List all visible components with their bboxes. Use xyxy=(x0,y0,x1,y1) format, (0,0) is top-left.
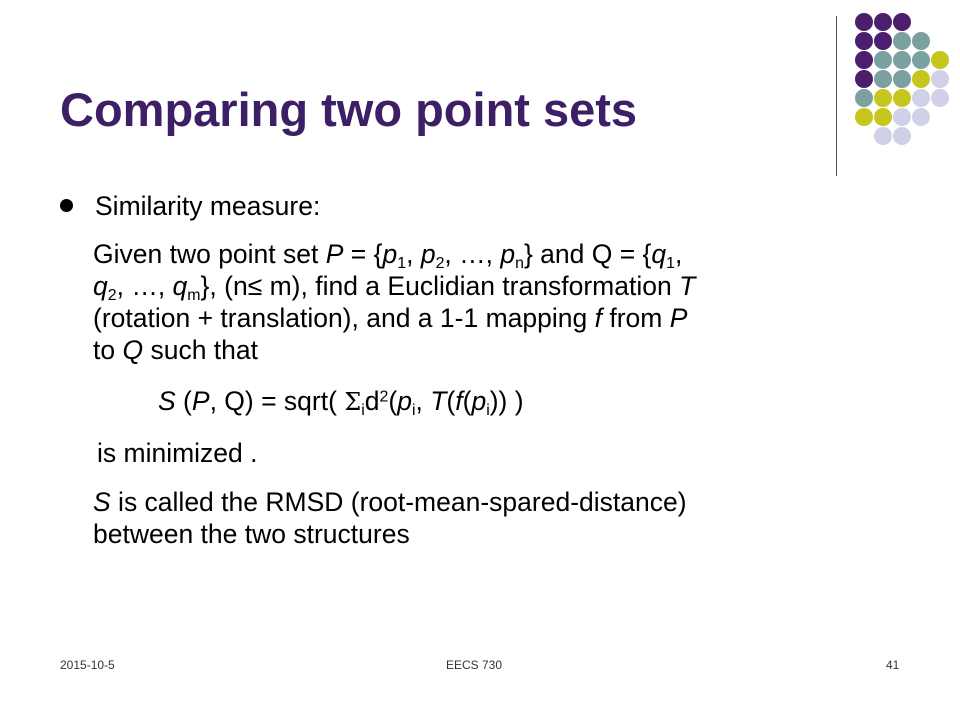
definition-line-3: (rotation + translation), and a 1-1 mapping f from P xyxy=(93,303,688,333)
decor-dot xyxy=(874,108,892,126)
bullet-dot-icon xyxy=(60,199,73,212)
bullet-heading: Similarity measure: xyxy=(95,191,321,221)
definition-line-2: $q_2$, …, $q_m$}, (n≤ m), find a Euclidian transformation T xyxy=(93,271,696,305)
decor-dot xyxy=(931,70,949,88)
decor-dot xyxy=(855,32,873,50)
definition-line-1: Given two point set $P = \{p_1$, $p_2$, …, $p_n$} and $Q = \{q_1$, xyxy=(93,239,683,273)
decor-dot xyxy=(912,108,930,126)
decor-dot xyxy=(893,70,911,88)
sigma-symbol: Σ xyxy=(344,388,362,416)
decor-dot xyxy=(855,70,873,88)
decor-dot xyxy=(912,89,930,107)
rmsd-formula: S (P, Q) = sqrt( $\Sigma_id^2(p_i$, $T(f(p_i))$ ) xyxy=(158,386,524,420)
decor-dot xyxy=(931,89,949,107)
decor-dot xyxy=(874,32,892,50)
decor-dot xyxy=(874,70,892,88)
decor-dot xyxy=(874,51,892,69)
decor-dot xyxy=(912,70,930,88)
decor-dot xyxy=(893,89,911,107)
decor-dot xyxy=(893,13,911,31)
decor-dot xyxy=(855,108,873,126)
footer-page-number: 41 xyxy=(886,658,900,672)
decor-dot xyxy=(912,51,930,69)
decor-dot xyxy=(855,13,873,31)
decor-dot xyxy=(893,32,911,50)
minimized-text: is minimized . xyxy=(97,438,258,468)
decor-dot xyxy=(893,51,911,69)
title-divider-line xyxy=(836,16,837,176)
slide-title: Comparing two point sets xyxy=(60,83,638,136)
decor-dot xyxy=(855,51,873,69)
decor-dot xyxy=(893,127,911,145)
footer-date: 2015-10-5 xyxy=(60,658,115,672)
decor-dot xyxy=(874,127,892,145)
footer-course: EECS 730 xyxy=(446,658,503,672)
decor-dot xyxy=(874,13,892,31)
decor-dot xyxy=(912,32,930,50)
decor-dot xyxy=(855,89,873,107)
decor-dot xyxy=(893,108,911,126)
decor-dot xyxy=(931,51,949,69)
decor-dot xyxy=(874,89,892,107)
rmsd-definition-line-1: S is called the RMSD (root-mean-spared-distance) xyxy=(93,487,687,517)
rmsd-definition-line-2: between the two structures xyxy=(93,519,410,549)
definition-line-4: to Q such that xyxy=(93,335,258,365)
